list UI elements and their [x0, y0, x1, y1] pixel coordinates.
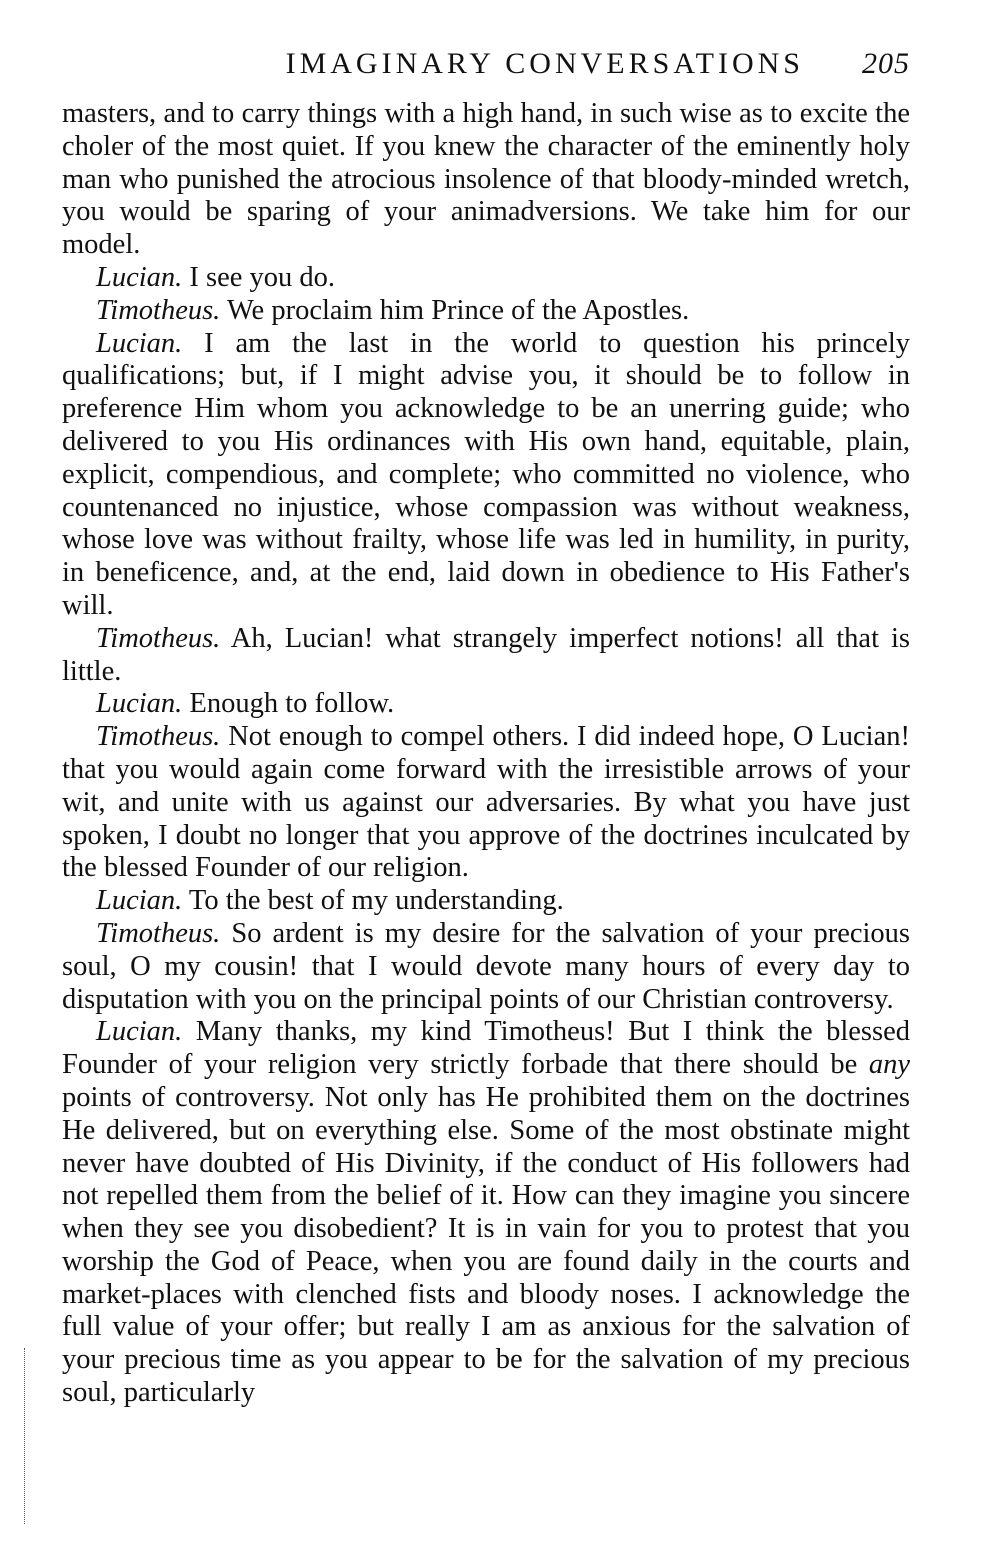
dialogue-line — [62, 262, 910, 295]
speaker-name: Timotheus. — [96, 721, 221, 753]
dialogue-text: I am the last in the world to question his princely qualifications; but, if I might advise you, it should be to follow in preference Him whom you acknowledge to be an unerring guide; who delivered to you His ordinances with His own hand, equitable, plain, explicit, compendious, and complete; who committed no violence, who countenanced no injustice, whose compassion was without weakness, whose love was without frailty, whose life was led in humility, in purity, in beneficence, and, at the end, laid down in obedience to His Father's will. — [62, 327, 911, 621]
speaker-name: Timotheus. — [96, 622, 221, 654]
dialogue-text-continued: points of controversy. Not only has He prohibited them on the doctrines He delivered, but on everything else. Some of the most obstinate might never have doubted of His Divinity, if the conduct of His followers had not repelled them from the belief of it. How can they imagine you sincere when they see you disobedient? It is in vain for you to protest that you worship the God of Peace, when you are found daily in the courts and market-places with clenched fists and bloody noses. I acknowledge the full value of your offer; but really I am as anxious for the salvation of your precious time as you appear to be for the salvation of my precious soul, particularly — [62, 1081, 910, 1409]
running-header — [62, 48, 910, 98]
dialogue-text: So ardent is my desire for the salvation of your precious soul, O my cousin! that I would devote many hours of every day to disputation with you on the principal points of our Christian controversy. — [62, 917, 911, 1015]
dialogue-text: Enough to follow. — [189, 688, 395, 720]
page-number: 205 — [862, 47, 910, 80]
dialogue-line — [62, 885, 910, 918]
dialogue-line — [62, 918, 910, 1016]
dialogue-line — [62, 623, 910, 689]
dialogue-text: I see you do. — [189, 261, 336, 293]
dialogue-text: Ah, Lucian! what strangely imperfect notions! all that is little. — [62, 622, 910, 687]
dialogue-line — [62, 295, 910, 328]
speaker-name: Lucian. — [96, 261, 183, 293]
dialogue-text: To the best of my understanding. — [188, 885, 564, 917]
speaker-name: Timotheus. — [96, 294, 221, 326]
book-page — [62, 48, 910, 1410]
paragraph-text: masters, and to carry things with a high hand, in such wise as to excite the choler of the most quiet. If you knew the character of the eminently holy man who punished the atrocious insolence of that bloody-minded wretch, you would be sparing of your animadversions. We take him for our model. — [62, 98, 910, 261]
speaker-name: Lucian. — [96, 1016, 183, 1048]
dialogue-line — [62, 1016, 910, 1410]
emphasized-word: any — [868, 1049, 911, 1081]
speaker-name: Lucian. — [96, 327, 183, 359]
running-title: IMAGINARY CONVERSATIONS — [285, 47, 804, 80]
speaker-name: Lucian. — [96, 688, 183, 720]
dialogue-text: Many thanks, my kind Timotheus! But I think the blessed Founder of your religion very strictly forbade that there should be — [62, 1016, 911, 1081]
margin-dotted-rule — [24, 1348, 26, 1524]
speaker-name: Lucian. — [96, 885, 183, 917]
dialogue-text: Not enough to compel others. I did indeed hope, O Lucian! that you would again come forward with the irresistible arrows of your wit, and unite with us against our adversaries. By what you have just spoken, I doubt no longer that you approve of the doctrines inculcated by the blessed Founder of our religion. — [62, 721, 910, 884]
dialogue-line — [62, 688, 910, 721]
dialogue-text: We proclaim him Prince of the Apostles. — [226, 294, 690, 326]
dialogue-line — [62, 328, 910, 623]
speaker-name: Timotheus. — [96, 917, 221, 949]
dialogue-line — [62, 721, 910, 885]
paragraph — [62, 98, 910, 262]
